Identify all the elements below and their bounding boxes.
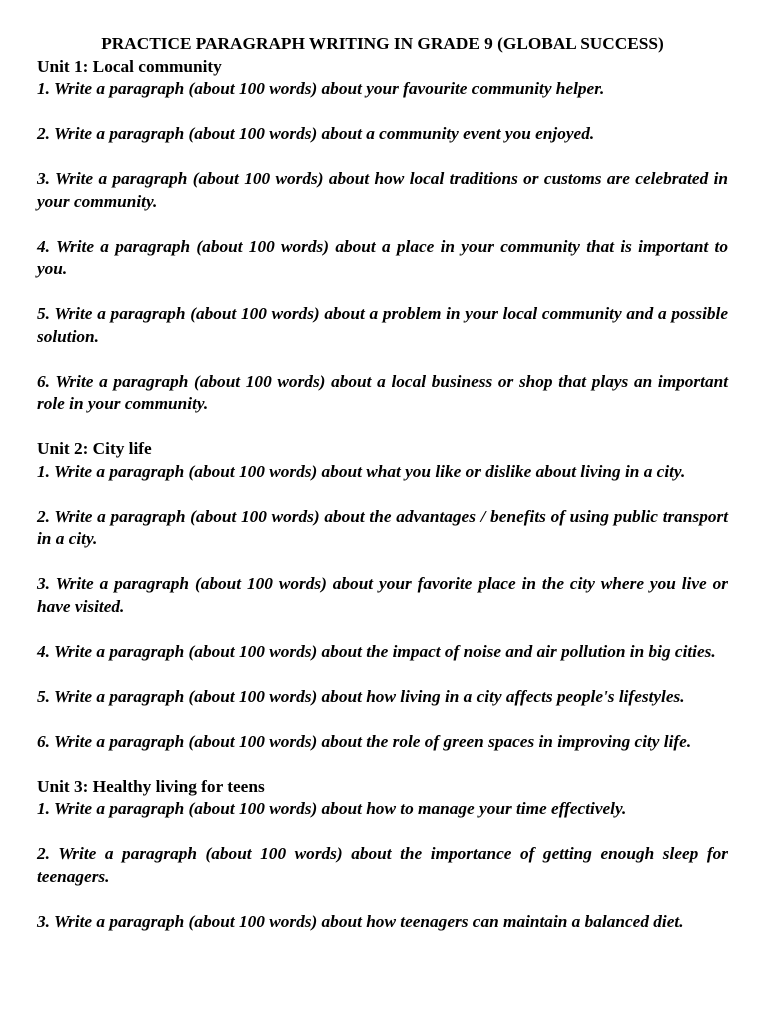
unit-heading: Unit 2: City life	[37, 439, 152, 458]
task-item: 3. Write a paragraph (about 100 words) about your favorite place in the city where you live or have visited.	[37, 574, 728, 616]
task-item: 6. Write a paragraph (about 100 words) about a local business or shop that plays an important role in your community.	[37, 371, 728, 413]
document-title: PRACTICE PARAGRAPH WRITING IN GRADE 9 (GLOBAL SUCCESS)	[101, 34, 664, 53]
task-item: 2. Write a paragraph (about 100 words) about the advantages / benefits of using public transport in a city.	[37, 506, 728, 548]
task-item: 1. Write a paragraph (about 100 words) about how to manage your time effectively.	[37, 799, 627, 818]
unit-heading: Unit 3: Healthy living for teens	[37, 776, 265, 796]
task-item: 6. Write a paragraph (about 100 words) about the role of green spaces in improving city life.	[37, 731, 692, 751]
task-item: 3. Write a paragraph (about 100 words) about how teenagers can maintain a balanced diet.	[37, 911, 684, 931]
document-page	[37, 33, 728, 956]
unit-heading: Unit 1: Local community	[37, 56, 222, 76]
task-item: 3. Write a paragraph (about 100 words) about how local traditions or customs are celebrated in your community.	[37, 169, 728, 211]
unit-1-section	[37, 56, 728, 416]
task-item: 4. Write a paragraph (about 100 words) about a place in your community that is important to you.	[37, 236, 728, 278]
task-item: 1. Write a paragraph (about 100 words) about what you like or dislike about living in a city.	[37, 461, 686, 481]
task-item: 4. Write a paragraph (about 100 words) about the impact of noise and air pollution in big cities.	[37, 641, 716, 661]
unit-2-section	[37, 438, 728, 753]
task-item: 5. Write a paragraph (about 100 words) about how living in a city affects people's lifestyles.	[37, 686, 685, 706]
unit-3-section	[37, 776, 728, 934]
task-item: 1. Write a paragraph (about 100 words) about your favourite community helper.	[37, 79, 605, 98]
task-item: 5. Write a paragraph (about 100 words) about a problem in your local community and a possible solution.	[37, 304, 728, 346]
task-item: 2. Write a paragraph (about 100 words) about a community event you enjoyed.	[37, 124, 595, 143]
task-item: 2. Write a paragraph (about 100 words) about the importance of getting enough sleep for teenagers.	[37, 844, 728, 886]
